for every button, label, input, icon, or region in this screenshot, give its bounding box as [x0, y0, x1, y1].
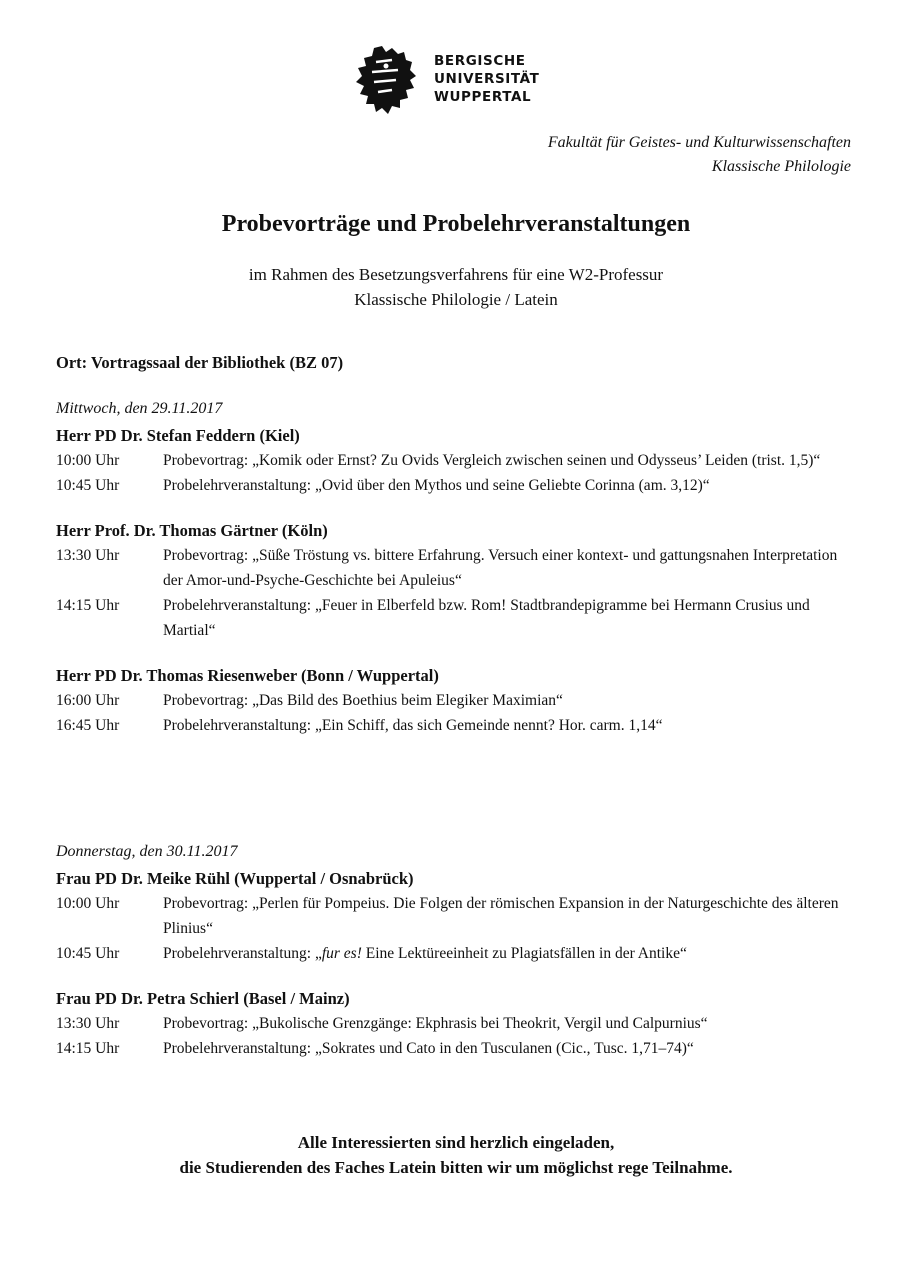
entry-text-italic: fur es! [321, 945, 362, 962]
schedule-entry [56, 891, 856, 941]
entry-time: 10:45 Uhr [56, 945, 120, 962]
entry-text: Probevortrag: „Perlen für Pompeius. Die Folgen der römischen Expansion in der Naturgeschichte des älteren Plinius“ [163, 895, 839, 937]
subtitle-line-2: Klassische Philologie / Latein [354, 290, 558, 309]
entry-text-before: Probelehrveranstaltung: „ [163, 945, 322, 962]
schedule-entry [56, 543, 856, 593]
candidate-name: Frau PD Dr. Meike Rühl (Wuppertal / Osnabrück) [56, 869, 414, 888]
logo-line-2: UNIVERSITÄT [434, 71, 540, 87]
candidate-name: Frau PD Dr. Petra Schierl (Basel / Mainz) [56, 989, 350, 1008]
schedule-entry [56, 1036, 856, 1061]
schedule-entry [56, 473, 856, 498]
department-name: Klassische Philologie [711, 158, 851, 175]
entry-time: 14:15 Uhr [56, 597, 120, 614]
schedule-entry [56, 713, 856, 738]
entry-text: Probelehrveranstaltung: „Ein Schiff, das sich Gemeinde nennt? Hor. carm. 1,14“ [163, 717, 663, 734]
page-title: Probevorträge und Probelehrveranstaltungen [221, 211, 691, 237]
lion-emblem-icon [352, 44, 418, 116]
university-logo [352, 44, 552, 116]
day-block-thursday [56, 840, 856, 1061]
entry-text: Probelehrveranstaltung: „Feuer in Elberfeld bzw. Rom! Stadtbrandepigramme bei Hermann Crusius und Martial“ [163, 597, 810, 639]
entry-text: Probelehrveranstaltung: „Sokrates und Cato in den Tusculanen (Cic., Tusc. 1,71–74)“ [163, 1040, 694, 1057]
entry-time: 13:30 Uhr [56, 1015, 120, 1032]
logo-line-1: BERGISCHE [434, 53, 526, 69]
schedule-entry [56, 1011, 856, 1036]
entry-text: Probevortrag: „Komik oder Ernst? Zu Ovids Vergleich zwischen seinen und Odysseus’ Leiden (trist. 1,5)“ [163, 452, 821, 469]
closing-note [0, 1130, 900, 1180]
schedule-entry [56, 448, 856, 473]
entry-text: Probevortrag: „Süße Tröstung vs. bittere Erfahrung. Versuch einer kontext- und gattungsnahen Interpretation der Amor-und-Psyche-Geschichte bei Apuleius“ [163, 547, 838, 589]
schedule-entry [56, 593, 856, 643]
entry-time: 14:15 Uhr [56, 1040, 120, 1057]
entry-text-after: Eine Lektüreeinheit zu Plagiatsfällen in der Antike“ [361, 945, 687, 962]
entry-time: 10:00 Uhr [56, 895, 120, 912]
closing-line-1: Alle Interessierten sind herzlich eingeladen, [297, 1133, 615, 1152]
day-date: Donnerstag, den 30.11.2017 [56, 843, 238, 860]
entry-time: 10:00 Uhr [56, 452, 120, 469]
entry-text: Probevortrag: „Das Bild des Boethius beim Elegiker Maximian“ [163, 692, 563, 709]
university-name [434, 52, 539, 106]
day-date: Mittwoch, den 29.11.2017 [56, 400, 223, 417]
entry-text: Probelehrveranstaltung: „Ovid über den Mythos und seine Geliebte Corinna (am. 3,12)“ [163, 477, 710, 494]
entry-time: 13:30 Uhr [56, 547, 120, 564]
schedule-entry [56, 688, 856, 713]
subtitle-line-1: im Rahmen des Besetzungsverfahrens für eine W2-Professur [248, 265, 664, 284]
schedule-entry [56, 941, 856, 966]
location: Ort: Vortragssaal der Bibliothek (BZ 07) [56, 353, 344, 372]
faculty-name: Fakultät für Geistes- und Kulturwissenschaften [547, 134, 851, 151]
entry-time: 16:00 Uhr [56, 692, 120, 709]
entry-time: 16:45 Uhr [56, 717, 120, 734]
candidate-name: Herr Prof. Dr. Thomas Gärtner (Köln) [56, 521, 328, 540]
candidate-name: Herr PD Dr. Thomas Riesenweber (Bonn / Wuppertal) [56, 666, 439, 685]
faculty-info [548, 131, 851, 179]
day-block-wednesday [56, 397, 856, 738]
entry-text [163, 941, 856, 966]
entry-time: 10:45 Uhr [56, 477, 120, 494]
closing-line-2: die Studierenden des Faches Latein bitten wir um möglichst rege Teilnahme. [179, 1158, 733, 1177]
candidate-name: Herr PD Dr. Stefan Feddern (Kiel) [56, 426, 300, 445]
subtitle [0, 262, 900, 312]
entry-text: Probevortrag: „Bukolische Grenzgänge: Ekphrasis bei Theokrit, Vergil und Calpurnius“ [163, 1015, 708, 1032]
logo-line-3: WUPPERTAL [434, 89, 532, 105]
